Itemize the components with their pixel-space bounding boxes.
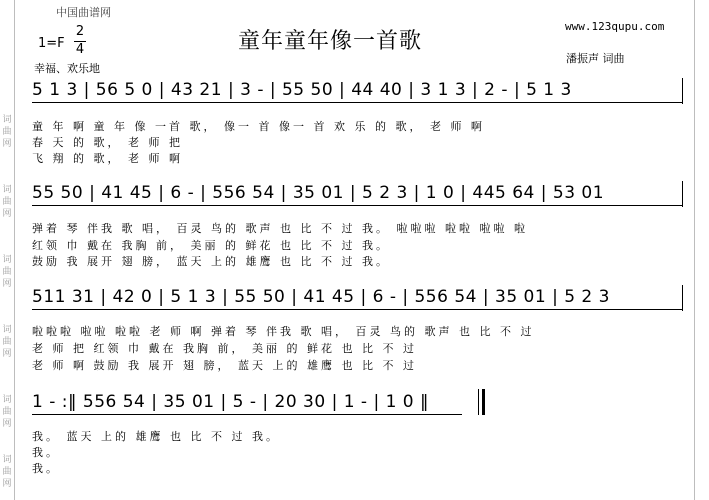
watermark-char: 网 [2, 419, 12, 429]
beat-underline [32, 205, 682, 206]
lyrics-row-1-verse-2: 春 天 的 歌， 老 师 把 [32, 136, 183, 149]
notation-row-4: 1 - :‖ 556 54 | 35 01 | 5 - | 20 30 | 1 - | 1 0 ‖ [32, 392, 430, 412]
lyrics-row-1-verse-3: 飞 翔 的 歌， 老 师 啊 [32, 152, 183, 165]
final-bar-thin [478, 389, 479, 415]
composer-credit: 潘振声 词曲 [566, 52, 625, 65]
watermark-char: 网 [2, 279, 12, 289]
site-name: 中国曲谱网 [56, 6, 111, 19]
watermark-char: 网 [2, 349, 12, 359]
lyrics-row-2-verse-2: 红领 巾 戴在 我胸 前， 美丽 的 鲜花 也 比 不 过 我。 [32, 239, 390, 252]
watermark-char: 词 [2, 185, 12, 195]
beat-underline [32, 414, 462, 415]
notation-row-2: 55 50 | 41 45 | 6 - | 556 54 | 35 01 | 5 2 3 | 1 0 | 445 64 | 53 01 [32, 183, 605, 203]
key-signature: 1=F [38, 36, 65, 51]
lyrics-row-3-verse-2: 老 师 把 红领 巾 戴在 我胸 前， 美丽 的 鲜花 也 比 不 过 [32, 342, 417, 355]
time-signature-bottom: 4 [75, 42, 85, 57]
watermark-char: 词 [2, 395, 12, 405]
watermark-char: 词 [2, 455, 12, 465]
lyrics-row-2-verse-1: 弹着 琴 伴我 歌 唱， 百灵 鸟的 歌声 也 比 不 过 我。 啦啦啦 啦啦 啦啦 啦 [32, 222, 528, 235]
watermark-char: 网 [2, 209, 12, 219]
mood-marking: 幸福、欢乐地 [34, 62, 100, 75]
system-end-bar [682, 285, 683, 311]
time-signature-top: 2 [75, 24, 85, 39]
watermark-char: 曲 [2, 267, 12, 277]
watermark-char: 曲 [2, 337, 12, 347]
watermark-char: 词 [2, 325, 12, 335]
site-url: www.123qupu.com [565, 20, 665, 33]
notation-row-1: 5 1 3 | 56 5 0 | 43 21 | 3 - | 55 50 | 44 40 | 3 1 3 | 2 - | 5 1 3 [32, 80, 572, 100]
final-bar-thick [482, 389, 485, 415]
lyrics-row-4-verse-3: 我。 [32, 462, 60, 475]
watermark-char: 词 [2, 115, 12, 125]
lyrics-row-3-verse-3: 老 师 啊 鼓励 我 展开 翅 膀， 蓝天 上的 雄鹰 也 比 不 过 [32, 359, 417, 372]
beat-underline [32, 309, 682, 310]
watermark-char: 曲 [2, 407, 12, 417]
song-title: 童年童年像一首歌 [238, 29, 423, 54]
lyrics-row-4-verse-1: 我。 蓝天 上的 雄鹰 也 比 不 过 我。 [32, 430, 280, 443]
lyrics-row-1-verse-1: 童 年 啊 童 年 像 一首 歌， 像一 首 像一 首 欢 乐 的 歌， 老 师 啊 [32, 120, 485, 133]
system-end-bar [682, 78, 683, 104]
lyrics-row-3-verse-1: 啦啦啦 啦啦 啦啦 老 师 啊 弹着 琴 伴我 歌 唱， 百灵 鸟的 歌声 也 比 不 过 [32, 325, 535, 338]
system-end-bar [682, 181, 683, 207]
watermark-char: 曲 [2, 197, 12, 207]
watermark-char: 曲 [2, 467, 12, 477]
lyrics-row-4-verse-2: 我。 [32, 446, 60, 459]
beat-underline [32, 102, 682, 103]
watermark-char: 网 [2, 139, 12, 149]
notation-row-3: 511 31 | 42 0 | 5 1 3 | 55 50 | 41 45 | 6 - | 556 54 | 35 01 | 5 2 3 [32, 287, 610, 307]
lyrics-row-2-verse-3: 鼓励 我 展开 翅 膀， 蓝天 上的 雄鹰 也 比 不 过 我。 [32, 255, 390, 268]
watermark-char: 曲 [2, 127, 12, 137]
watermark-char: 网 [2, 479, 12, 489]
watermark-char: 词 [2, 255, 12, 265]
right-watermark-strip [694, 0, 709, 500]
